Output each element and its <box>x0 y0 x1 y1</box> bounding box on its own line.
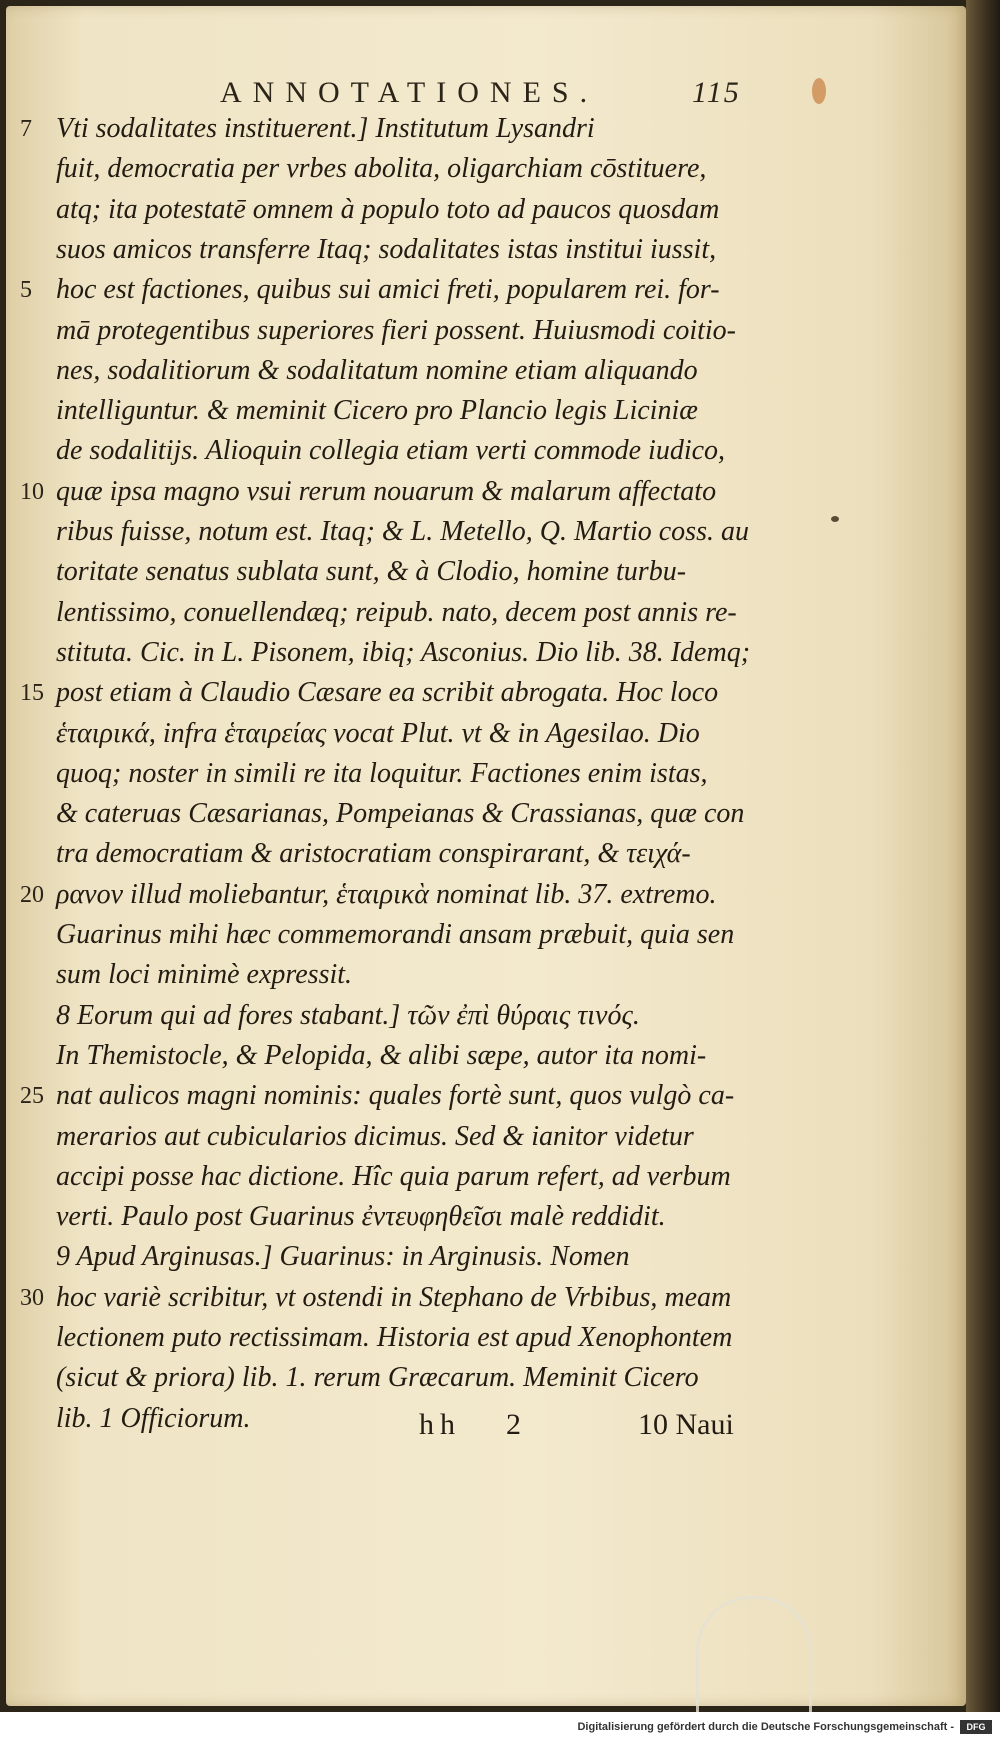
text-line: de sodalitijs. Alioquin collegia etiam verti commode iudico, <box>56 435 726 466</box>
signature-mark: hh <box>419 1408 461 1441</box>
text-line: accipi posse hac dictione. Hîc quia parum refert, ad verbum <box>56 1161 731 1192</box>
book-page <box>6 6 966 1706</box>
text-line: 9 Apud Arginusas.] Guarinus: in Arginusis. Nomen <box>56 1241 630 1272</box>
text-line: (sicut & priora) lib. 1. rerum Græcarum. Meminit Cicero <box>56 1362 699 1393</box>
text-line: hoc est factiones, quibus sui amici freti, popularem rei. for- <box>56 274 720 305</box>
ink-dot <box>831 516 839 522</box>
text-line: Guarinus mihi hæc commemorandi ansam præbuit, quia sen <box>56 919 735 950</box>
line-number: 5 <box>20 277 32 303</box>
text-line: Vti sodalitates instituerent.] Institutum Lysandri <box>56 113 595 144</box>
signature-number: 2 <box>506 1408 521 1441</box>
page-number: 115 <box>692 76 741 109</box>
text-line: nat aulicos magni nominis: quales fortè sunt, quos vulgò ca- <box>56 1080 735 1111</box>
line-number: 20 <box>20 882 44 908</box>
text-line: quoq; noster in simili re ita loquitur. Factiones enim istas, <box>56 758 708 789</box>
text-line: merarios aut cubicularios dicimus. Sed & ianitor videtur <box>56 1121 694 1152</box>
page-edge <box>966 0 1000 1744</box>
text-line: suos amicos transferre Itaq; sodalitates istas institui iussit, <box>56 234 717 265</box>
text-line: 8 Eorum qui ad fores stabant.] τῶν ἐπὶ θύραις τινός. <box>56 1000 640 1031</box>
text-line: ρανον illud moliebantur, ἑταιρικὰ nominat lib. 37. extremo. <box>56 879 717 910</box>
text-line: lectionem puto rectissimam. Historia est apud Xenophontem <box>56 1322 733 1353</box>
text-line: stituta. Cic. in L. Pisonem, ibiq; Asconius. Dio lib. 38. Idemq; <box>56 637 751 668</box>
text-line: ἑταιρικά, infra ἑταιρείας vocat Plut. vt & in Agesilao. Dio <box>56 718 700 749</box>
line-number: 30 <box>20 1285 44 1311</box>
dfg-logo: DFG <box>960 1720 992 1734</box>
text-line: atq; ita potestatē omnem à populo toto ad paucos quosdam <box>56 194 720 225</box>
text-line: & cateruas Cæsarianas, Pompeianas & Crassianas, quæ con <box>56 798 745 829</box>
text-line: fuit, democratia per vrbes abolita, oligarchiam cōstituere, <box>56 153 707 184</box>
line-number: 15 <box>20 680 44 706</box>
credit-text: Digitalisierung gefördert durch die Deutsche Forschungsgemeinschaft - <box>577 1721 954 1733</box>
text-line: In Themistocle, & Pelopida, & alibi sæpe, autor ita nomi- <box>56 1040 707 1071</box>
ink-stain <box>812 78 826 104</box>
text-line: post etiam à Claudio Cæsare ea scribit abrogata. Hoc loco <box>56 677 719 708</box>
text-line: nes, sodalitiorum & sodalitatum nomine etiam aliquando <box>56 355 698 386</box>
running-title: ANNOTATIONES. <box>220 76 599 109</box>
text-line: verti. Paulo post Guarinus ἐντευφηθεῖσι malè reddidit. <box>56 1201 666 1232</box>
line-number: 25 <box>20 1083 44 1109</box>
text-line: tra democratiam & aristocratiam conspirarant, & τειχά- <box>56 838 691 869</box>
text-line: toritate senatus sublata sunt, & à Clodio, homine turbu- <box>56 556 687 587</box>
bookmark-ribbon <box>696 1596 812 1719</box>
line-number: 7 <box>20 116 32 142</box>
text-line: ribus fuisse, notum est. Itaq; & L. Metello, Q. Martio coss. au <box>56 516 749 547</box>
text-line: lentissimo, conuellendæq; reipub. nato, decem post annis re- <box>56 597 737 628</box>
text-line: sum loci minimè expressit. <box>56 959 353 990</box>
line-number: 10 <box>20 479 44 505</box>
text-line: mā protegentibus superiores fieri possent. Huiusmodi coitio- <box>56 315 736 346</box>
text-line: intelliguntur. & meminit Cicero pro Plancio legis Liciniæ <box>56 395 698 426</box>
text-line: lib. 1 Officiorum. <box>56 1403 251 1434</box>
catchword: 10 Naui <box>638 1408 734 1441</box>
text-line: hoc variè scribitur, vt ostendi in Stephano de Vrbibus, meam <box>56 1282 732 1313</box>
text-line: quæ ipsa magno vsui rerum nouarum & malarum affectato <box>56 476 717 507</box>
